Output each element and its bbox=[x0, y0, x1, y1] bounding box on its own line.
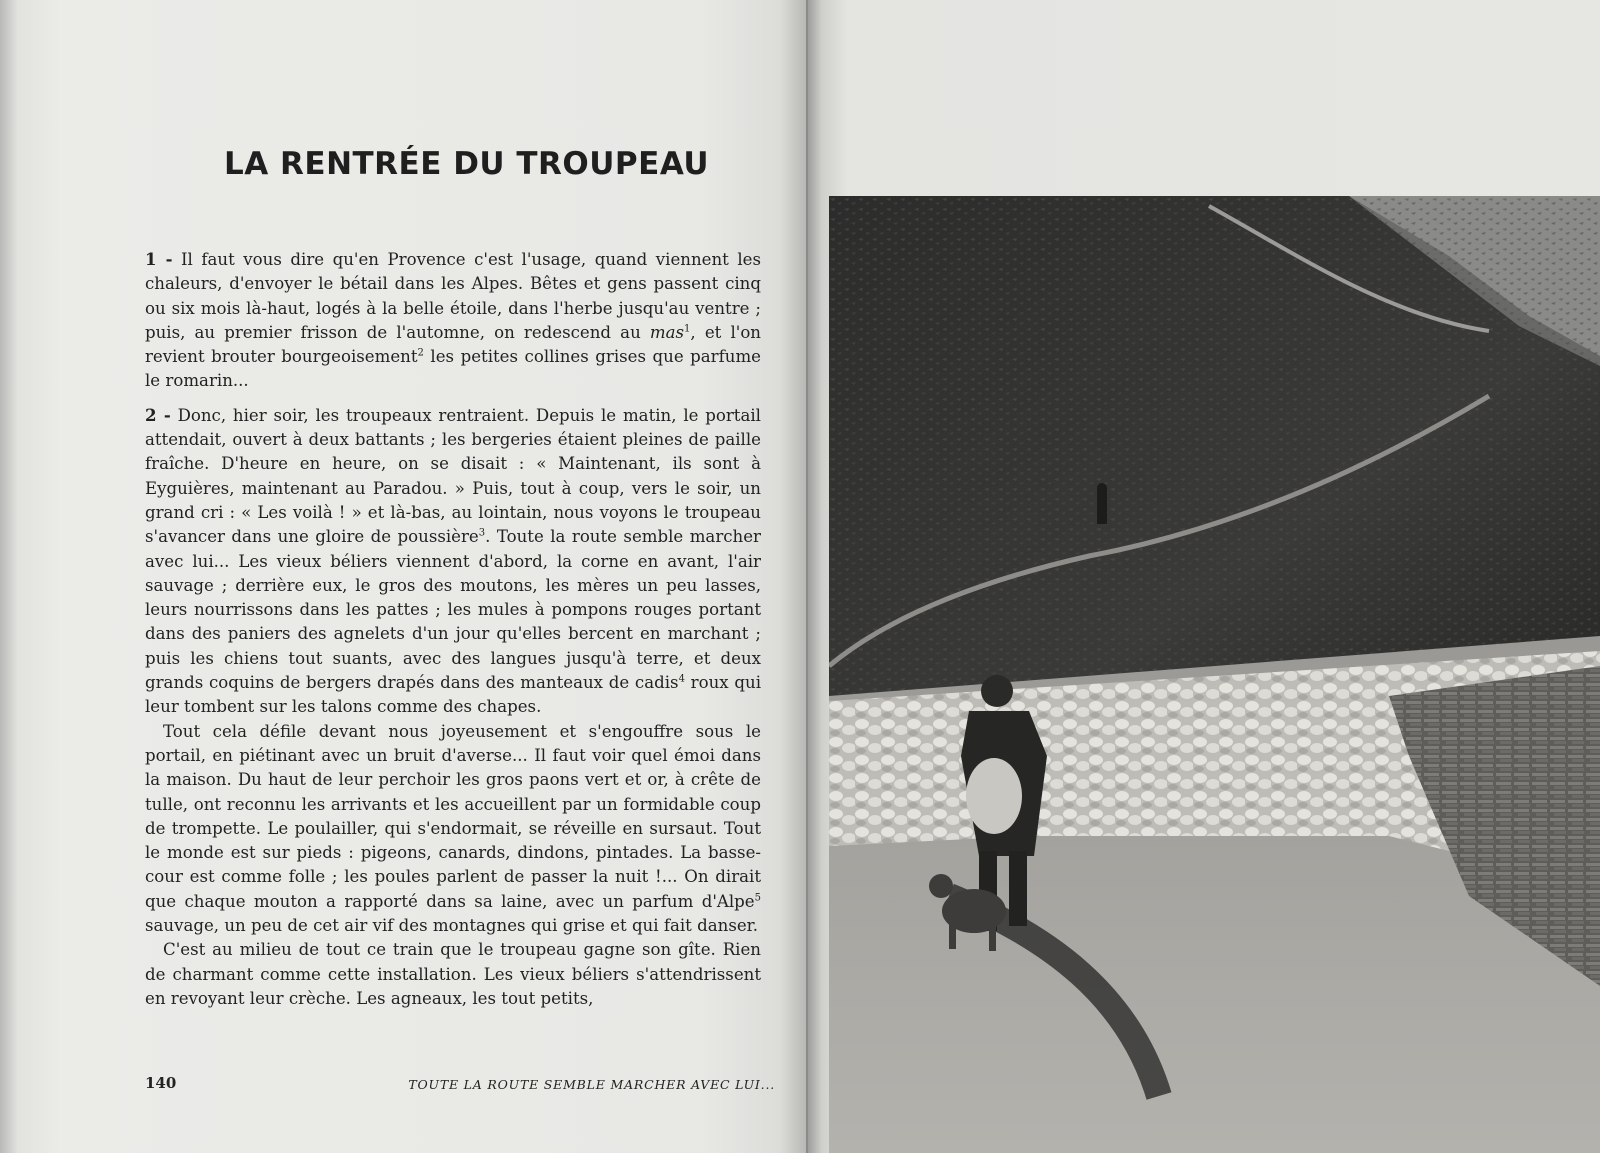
text-segment: Tout cela défile devant nous joyeusement et s'engouffre sous le portail, en piétinant avec un bruit d'averse... Il faut voir quel émoi dans la maison. Du haut de leur perchoir les gros paons vert et or, à crête de tulle, ont reconnu les arrivants et les accueillent par un formidable coup de trompette. Le poulailler, qui s'endormait, se réveille en sursaut. Tout le monde est sur pieds : pigeons, canards, dindons, pintades. La basse-cour est comme folle ; les poules parlent de passer la nuit !... On dirait que chaque mouton a rapporté dans sa laine, avec un parfum d'Alpe bbox=[145, 721, 761, 911]
text-segment: , et l'on revient brouter bourgeoisement bbox=[145, 322, 761, 367]
footnote-marker: 1 bbox=[684, 323, 691, 335]
footnote-marker: 3 bbox=[478, 527, 486, 539]
text-segment: Il faut vous dire qu'en Provence c'est l'usage, quand viennent les chaleurs, d'envoyer le bétail dans les Alpes. Bêtes et gens passent cinq ou six mois là-haut, logés à la belle étoile, dans l'herbe jusqu'au ventre ; puis, au premier frisson de l'automne, on redescend au bbox=[145, 250, 761, 342]
footnote-marker: 2 bbox=[417, 347, 424, 359]
text-segment: Donc, hier soir, les troupeaux rentraient. Depuis le matin, le portail attendait, ouvert à deux battants ; les bergeries étaient pleines de paille fraîche. D'heure en heure, on se disait : « Maintenant, ils sont à Eyguières, maintenant au Paradou. » Puis, tout à coup, vers le soir, un grand cri : « Les voilà ! » et là-bas, au lointain, nous voyons le troupeau s'avancer dans une gloire de poussière bbox=[145, 405, 761, 547]
story-text bbox=[145, 247, 761, 1011]
paragraph-4 bbox=[145, 938, 761, 1011]
text-segment: C'est au milieu de tout ce train que le troupeau gagne son gîte. Rien de charmant comme cette installation. Les vieux béliers s'attendrissent en revoyant leur crèche. Les agneaux, les tout petits, bbox=[145, 940, 761, 1008]
shepherd-flock-photo bbox=[829, 196, 1600, 1153]
page-number: 140 bbox=[145, 1074, 177, 1092]
page-title: LA RENTRÉE DU TROUPEAU bbox=[224, 146, 710, 182]
paragraph-number: 1 - bbox=[145, 249, 173, 269]
footnote-marker: 5 bbox=[754, 892, 761, 904]
paragraph-1 bbox=[145, 247, 761, 394]
paragraph-3 bbox=[145, 720, 761, 939]
photo-caption: TOUTE LA ROUTE SEMBLE MARCHER AVEC LUI... bbox=[408, 1077, 775, 1092]
italic-word: mas bbox=[649, 322, 685, 342]
text-segment: les petites collines grises que parfume le romarin... bbox=[145, 347, 761, 391]
text-segment: . Toute la route semble marcher avec lui... Les vieux béliers viennent d'abord, la corne en avant, l'air sauvage ; derrière eux, le gros des moutons, les mères un peu lasses, leurs nourrissons dans les pattes ; les mules à pompons rouges portant dans des paniers des agnelets d'un jour qu'elles bercent en marchant ; puis les chiens tout suants, avec des langues jusqu'à terre, et deux grands coquins de bergers drapés dans des manteaux de cadis bbox=[145, 527, 761, 693]
paragraph-number: 2 - bbox=[145, 404, 171, 425]
footnote-marker: 4 bbox=[678, 673, 685, 685]
text-segment: roux qui leur tombent sur les talons comme des chapes. bbox=[145, 673, 762, 717]
photo-illustration bbox=[829, 196, 1600, 1153]
text-segment: sauvage, un peu de cet air vif des montagnes qui grise et qui fait danser. bbox=[145, 916, 759, 936]
paragraph-2 bbox=[145, 403, 761, 720]
